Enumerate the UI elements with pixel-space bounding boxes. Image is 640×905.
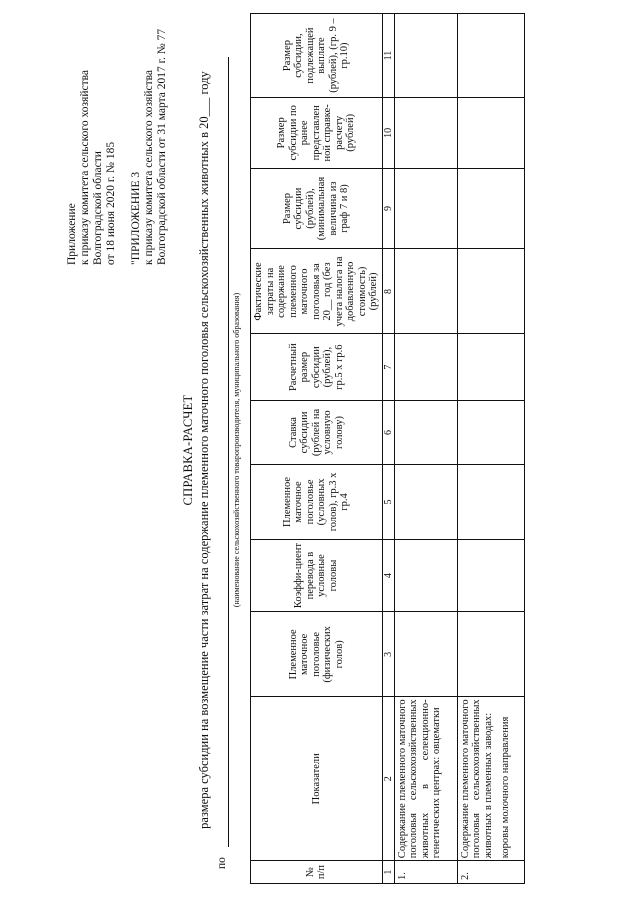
table-cell: [394, 539, 457, 612]
table-cell: [457, 14, 524, 98]
header-cell: Показатели: [251, 697, 383, 861]
row-indicator: Содержание племенного маточного поголовья сельскохозяйственных животных в племенных заводах:: [459, 699, 494, 859]
table-cell: [457, 612, 524, 697]
po-label: по: [216, 857, 228, 869]
table-cell: [394, 14, 457, 98]
column-number: 11: [382, 14, 394, 98]
header-cell: Размер субсидии по ранее представлен ной справке-расчету (рублей): [251, 98, 383, 169]
column-number: 9: [382, 168, 394, 249]
appendix-line: Волгоградской области: [92, 151, 104, 265]
fill-in-underline: [228, 57, 229, 847]
table-cell: [394, 400, 457, 464]
table-cell: [394, 334, 457, 400]
row-indicator: Содержание племенного маточного поголовья сельскохозяйственных животных в селекционно-генетических центрах: овцематки: [394, 697, 457, 861]
column-number: 8: [382, 249, 394, 334]
header-cell: № п/п: [251, 861, 383, 884]
header-cell: Ставка субсидии (рублей на условную голову): [251, 400, 383, 464]
producer-line: [216, 57, 228, 869]
table-cell: [394, 612, 457, 697]
appendix-line: от 18 июня 2020 г. № 185: [105, 141, 117, 265]
table-cell: [394, 465, 457, 540]
column-number: 2: [382, 697, 394, 861]
column-number: 7: [382, 334, 394, 400]
subsidy-table: [250, 13, 525, 884]
header-cell: Расчетный размер субсидии (рублей), гр.5 x гр.6: [251, 334, 383, 400]
column-number: 5: [382, 465, 394, 540]
table-cell: [457, 168, 524, 249]
table-cell: [457, 465, 524, 540]
column-number-row: [382, 14, 394, 884]
column-number: 6: [382, 400, 394, 464]
table-cell: [394, 98, 457, 169]
table-row: [457, 14, 524, 884]
appendix-line: Приложение: [66, 203, 78, 265]
annex-line: к приказу комитета сельского хозяйства: [143, 69, 155, 265]
header-cell: Коэффи-циент перевода в условные головы: [251, 539, 383, 612]
document-title: СПРАВКА-РАСЧЕТ: [181, 394, 195, 506]
row-number: 2.: [457, 861, 524, 884]
table-cell: [457, 400, 524, 464]
document-subtitle: размера субсидии на возмещение части затрат на содержание племенного маточного поголовья сельскохозяйственных животных в 20___ году: [197, 71, 211, 829]
header-cell: Размер субсидии (рублей), (минимальная величина из граф 7 и 8): [251, 168, 383, 249]
table-cell: [457, 98, 524, 169]
appendix-header: [66, 5, 169, 265]
appendix-line: к приказу комитета сельского хозяйства: [79, 69, 91, 265]
row-number: 1.: [394, 861, 457, 884]
column-number: 10: [382, 98, 394, 169]
table-cell: [394, 249, 457, 334]
annex-line: Волгоградской области от 31 марта 2017 г. № 77: [156, 28, 168, 265]
table-cell: [457, 539, 524, 612]
producer-caption: (наименование сельскохозяйственного товаропроизводителя, муниципального образования): [232, 292, 241, 608]
row-subitem: коровы молочного направления: [500, 716, 511, 859]
table-header-row: [251, 14, 383, 884]
row-indicator-cell: [457, 697, 524, 861]
table-row: [394, 14, 457, 884]
column-number: 4: [382, 539, 394, 612]
column-number: 3: [382, 612, 394, 697]
header-cell: Фактические затраты на содержание племенного маточного поголовья за 20__ год (без учета налога на добавленную стоимость) (рублей): [251, 249, 383, 334]
annex-line: "ПРИЛОЖЕНИЕ 3: [130, 171, 142, 265]
header-cell: Размер субсидии, подлежащей выплате (рублей), (гр. 9 – гр.10): [251, 14, 383, 98]
table-cell: [394, 168, 457, 249]
column-number: 1: [382, 861, 394, 884]
table-cell: [457, 334, 524, 400]
table-cell: [457, 249, 524, 334]
header-cell: Племенное маточное поголовье (условных голов), гр.3 x гр.4: [251, 465, 383, 540]
header-cell: Племенное маточное поголовье (физических голов): [251, 612, 383, 697]
